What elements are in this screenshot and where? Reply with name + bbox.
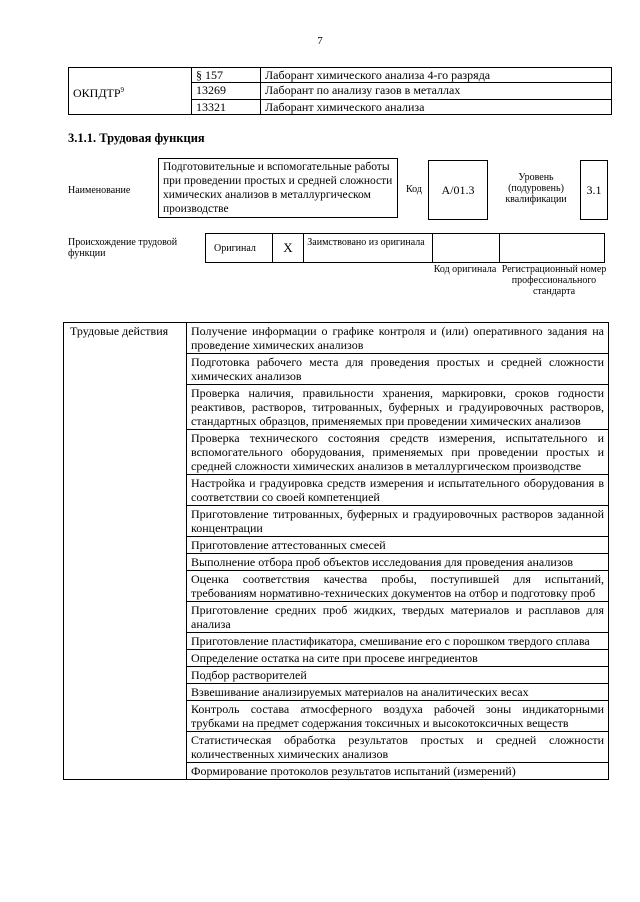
action-item: Приготовление средних проб жидких, твердых материалов и расплавов для анализа <box>187 602 609 633</box>
original-label: Оригинал <box>214 243 256 254</box>
function-name: Подготовительные и вспомогательные работы при проведении простых и средней сложности химических анализов в металлургическом производстве <box>158 158 398 218</box>
action-item: Определение остатка на сите при просеве ингредиентов <box>187 650 609 667</box>
action-item: Формирование протоколов результатов испытаний (измерений) <box>187 763 609 780</box>
original-mark: X <box>272 234 304 262</box>
action-item: Приготовление титрованных, буферных и градуировочных растворов заданной концентрации <box>187 506 609 537</box>
action-item: Получение информации о графике контроля и (или) оперативного задания на проведение химических анализов <box>187 323 609 354</box>
code-original-caption: Код оригинала <box>433 264 497 275</box>
footnote-mark: 9 <box>120 85 125 94</box>
action-item: Взвешивание анализируемых материалов на аналитических весах <box>187 684 609 701</box>
okpdtr-name: Лаборант химического анализа 4-го разряда <box>261 68 612 83</box>
action-item: Настройка и градуировка средств измерения и испытательного оборудования в соответствии со своей компетенцией <box>187 475 609 506</box>
borrowed-label: Заимствовано из оригинала <box>307 237 425 248</box>
okpdtr-code: 13321 <box>192 100 261 115</box>
origin-row <box>205 233 605 263</box>
action-item: Приготовление пластификатора, смешивание его с порошком твердого сплава <box>187 633 609 650</box>
level-value: 3.1 <box>580 160 608 220</box>
table-row <box>69 100 612 115</box>
action-item: Контроль состава атмосферного воздуха рабочей зоны индикаторными трубками на предмет содержания токсичных и высокотоксичных веществ <box>187 701 609 732</box>
okpdtr-table <box>68 67 612 115</box>
actions-label: Трудовые действия <box>64 323 187 780</box>
table-row <box>69 68 612 83</box>
table-row <box>64 323 609 354</box>
action-item: Выполнение отбора проб объектов исследования для проведения анализов <box>187 554 609 571</box>
okpdtr-code: § 157 <box>192 68 261 83</box>
okpdtr-name: Лаборант по анализу газов в металлах <box>261 83 612 100</box>
code-label: Код <box>406 184 422 195</box>
table-row <box>69 83 612 100</box>
level-label: Уровень (подуровень) квалификации <box>505 172 567 205</box>
action-item: Статистическая обработка результатов простых и средней сложности количественных химических анализов <box>187 732 609 763</box>
action-item: Проверка технического состояния средств измерения, испытательного и вспомогательного оборудования, применяемых при проведении простых и средней сложности химических анализов в металлургическом производстве <box>187 430 609 475</box>
action-item: Подготовка рабочего места для проведения простых и средней сложности химических анализов <box>187 354 609 385</box>
function-code: A/01.3 <box>428 160 488 220</box>
name-label: Наименование <box>68 185 131 196</box>
action-item: Оценка соответствия качества пробы, поступившей для испытаний, требованиям нормативно-технических документов на отбор и подготовку проб <box>187 571 609 602</box>
registration-caption: Регистрационный номер профессионального стандарта <box>501 264 607 297</box>
origin-label: Происхождение трудовой функции <box>68 237 178 259</box>
page-number: 7 <box>317 35 323 47</box>
action-item: Проверка наличия, правильности хранения, маркировки, сроков годности реактивов, растворов, титрованных, буферных и градуировочных растворов, стандартных образцов, применяемых при проведении химических анализов <box>187 385 609 430</box>
action-item: Подбор растворителей <box>187 667 609 684</box>
code-original-cell <box>432 234 500 262</box>
okpdtr-group-label: ОКПДТР <box>73 85 121 100</box>
section-title: 3.1.1. Трудовая функция <box>68 131 205 145</box>
okpdtr-group-cell <box>69 100 192 115</box>
action-item: Приготовление аттестованных смесей <box>187 537 609 554</box>
okpdtr-group-label-cell <box>69 83 192 100</box>
okpdtr-name: Лаборант химического анализа <box>261 100 612 115</box>
okpdtr-group-cell <box>69 68 192 83</box>
actions-table <box>63 322 609 780</box>
okpdtr-code: 13269 <box>192 83 261 100</box>
